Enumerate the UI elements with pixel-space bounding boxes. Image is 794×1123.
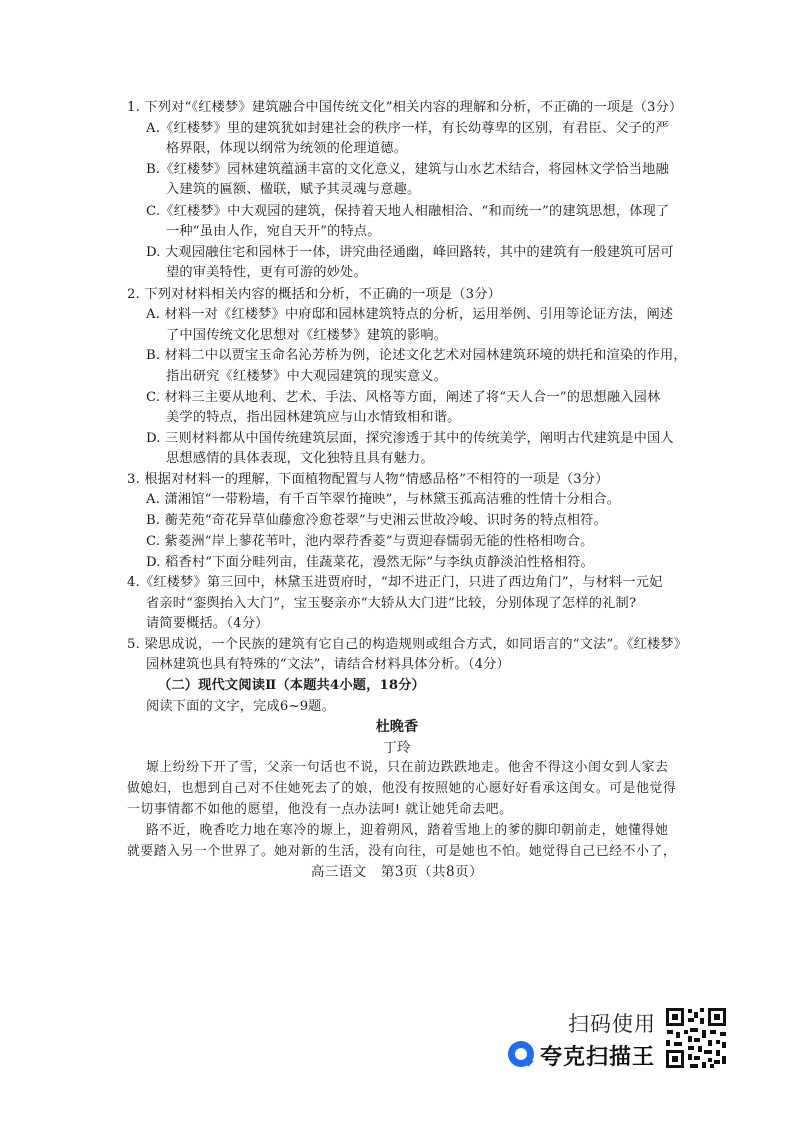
scan-to-use-label: 扫码使用	[568, 1012, 656, 1036]
story-author: 丁玲	[383, 740, 411, 756]
story-line-1: 塬上纷纷下开了雪，父亲一句话也不说，只在前边跌跌地走。他舍不得这小闺女到人家去	[146, 760, 669, 775]
question-3: 3. 根据对材料一的理解，下面植物配置与人物“情感品格”不相符的一项是（3分）	[127, 472, 609, 487]
question-4: 4.《红楼梦》第三回中，林黛玉进贾府时，“却不进正门，只进了西边角门”，与材料一元妃	[127, 575, 663, 590]
q1-option-c-cont: 一种“虽由人作，宛自天开”的特点。	[166, 224, 381, 239]
q3-option-a: A. 潇湘馆“一带粉墙，有千百竿翠竹掩映”，与林黛玉孤高洁雅的性情十分相合。	[146, 492, 621, 507]
q2-option-d: D. 三则材料都从中国传统建筑层面，探究渗透于其中的传统美学，阐明古代建筑是中国人	[146, 431, 674, 446]
question-4-cont-2: 请简要概括。（4分）	[146, 616, 269, 631]
q2-option-b: B. 材料二中以贾宝玉命名沁芳桥为例，论述文化艺术对园林建筑环境的烘托和渲染的作用，	[146, 348, 687, 363]
quark-logo-icon	[508, 1041, 534, 1067]
question-4-cont-1: 省亲时“銮舆抬入大门”，宝玉娶亲亦“大轿从大门进”比较，分别体现了怎样的礼制?	[146, 596, 637, 611]
q3-option-c: C. 紫菱洲“岸上蓼花苇叶，池内翠荇香菱”与贾迎春懦弱无能的性格相吻合。	[146, 534, 594, 549]
question-5-cont-1: 园林建筑也具有特殊的“文法”，请结合材料具体分析。（4分）	[146, 657, 510, 672]
q2-option-d-cont: 思想感情的具体表现，文化独特且具有魅力。	[166, 451, 434, 466]
q1-option-a: A.《红楼梦》里的建筑犹如封建社会的秩序一样，有长幼尊卑的区别，有君臣、父子的严	[146, 121, 669, 136]
q1-option-a-cont: 格界限，体现以纲常为统领的伦理道德。	[166, 141, 407, 156]
q2-option-a: A. 材料一对《红楼梦》中府邸和园林建筑特点的分析，运用举例、引用等论证方法，阐述	[146, 307, 674, 322]
story-line-3: 一切事情都不如他的愿望，他没有一点办法呵! 就让她凭命去吧。	[127, 802, 513, 817]
q2-option-a-cont: 了中国传统文化思想对《红楼梦》建筑的影响。	[166, 328, 448, 343]
story-line-5: 就要踏入另一个世界了。她对新的生活，没有向往，可是她也不怕。她觉得自己已经不小了，	[127, 844, 677, 859]
q3-option-b: B. 蘅芜苑“奇花异草仙藤愈冷愈苍翠”与史湘云世故冷峻、识时务的特点相符。	[146, 513, 607, 528]
question-2: 2. 下列对材料相关内容的概括和分析，不正确的一项是（3分）	[127, 287, 502, 302]
story-line-2: 做媳妇，也想到自己对不住她死去了的娘，他没有按照她的心愿好好看承这闺女。可是他觉得	[127, 781, 677, 796]
q3-option-d: D. 稻香村“下面分畦列亩，佳蔬菜花，漫然无际”与李纨贞静淡泊性格相符。	[146, 555, 594, 570]
q2-option-b-cont: 指出研究《红楼梦》中大观园建筑的现实意义。	[166, 369, 448, 384]
scanner-brand: 夸克扫描王	[540, 1045, 656, 1070]
q2-option-c: C. 材料三主要从地利、艺术、手法、风格等方面，阐述了将“天人合一”的思想融入园林	[146, 390, 661, 405]
q1-option-b-cont: 入建筑的匾额、楹联，赋予其灵魂与意趣。	[166, 182, 421, 197]
q1-option-d: D. 大观园融住宅和园林于一体，讲究曲径通幽，峰回路转，其中的建筑有一般建筑可居可	[146, 245, 674, 260]
story-line-4: 路不近，晚香吃力地在寒冷的塬上，迎着朔风，踏着雪地上的爹的脚印朝前走，她懂得她	[146, 823, 669, 838]
qr-code-icon[interactable]	[664, 1006, 728, 1070]
q1-option-d-cont: 望的审美特性，更有可游的妙处。	[166, 265, 367, 280]
question-1: 1. 下列对“《红楼梦》建筑融合中国传统文化”相关内容的理解和分析，不正确的一项是（3分）	[127, 100, 683, 115]
q1-option-c: C.《红楼梦》中大观园的建筑，保持着天地人相融相洽、“和而统一”的建筑思想，体现了	[146, 204, 670, 219]
story-title: 杜晚香	[375, 719, 419, 735]
section-heading: （二）现代文阅读Ⅱ（本题共4小题，18分）	[158, 678, 426, 693]
q2-option-c-cont: 美学的特点，指出园林建筑应与山水情致相和谐。	[166, 410, 461, 425]
question-5: 5. 梁思成说，一个民族的建筑有它自己的构造规则或组合方式，如同语言的“文法”。《红楼梦》	[127, 637, 688, 652]
section-instruction: 阅读下面的文字，完成6~9题。	[146, 699, 336, 714]
page-footer: 高三语文 第3页（共8页）	[310, 864, 484, 880]
q1-option-b: B.《红楼梦》园林建筑蕴涵丰富的文化意义，建筑与山水艺术结合，将园林文学恰当地融	[146, 162, 670, 177]
